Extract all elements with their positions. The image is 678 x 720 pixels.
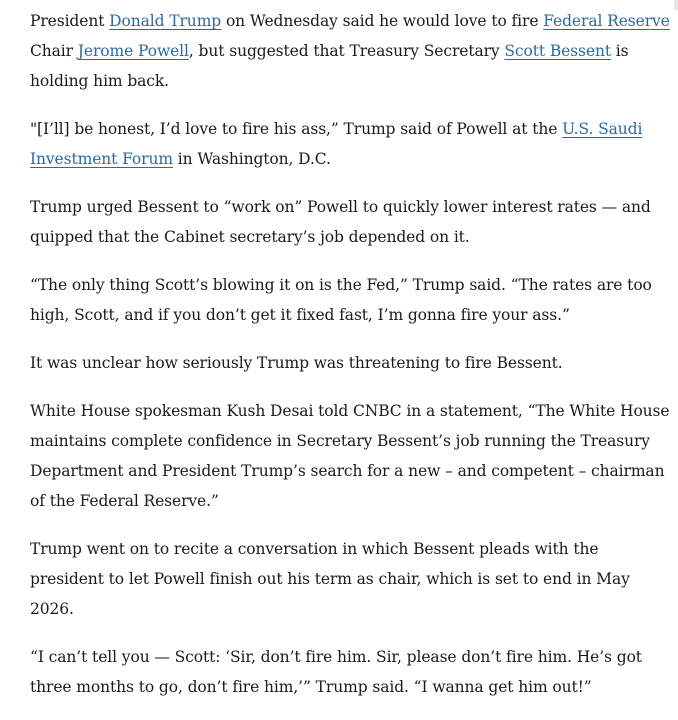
text: in Washington, D.C. [172, 150, 331, 168]
text: is holding him back. [30, 42, 629, 90]
text: President [30, 12, 110, 30]
link-federal-reserve[interactable]: Federal Reserve [543, 12, 670, 30]
link-donald-trump[interactable]: Donald Trump [109, 12, 222, 30]
paragraph-2 [30, 114, 670, 174]
paragraph-4: “The only thing Scott’s blowing it on is the Fed,” Trump said. “The rates are too high, Scott, and if you don’t get it fixed fast, I’m gonna fire your ass.” [30, 276, 652, 324]
text: "[I’ll] be honest, I’d love to fire his ass,” Trump said of Powell at the [30, 120, 563, 138]
paragraph-8: “I can’t tell you — Scott: ‘Sir, don’t fire him. Sir, please don’t fire him. He’s got three months to go, don’t fire him,’” Trump said. “I wanna get him out!” [30, 648, 642, 696]
paragraph-1 [30, 6, 670, 96]
link-jerome-powell[interactable]: Jerome Powell [77, 42, 189, 60]
link-scott-bessent[interactable]: Scott Bessent [504, 42, 611, 60]
text: , but suggested that Treasury Secretary [188, 42, 505, 60]
article-body [30, 6, 670, 720]
text: on Wednesday said he would love to fire [221, 12, 544, 30]
text: Chair [30, 42, 78, 60]
scrollbar-edge [674, 0, 678, 10]
paragraph-3: Trump urged Bessent to “work on” Powell to quickly lower interest rates — and quipped that the Cabinet secretary’s job depended on it. [30, 198, 651, 246]
paragraph-5: It was unclear how seriously Trump was threatening to fire Bessent. [30, 354, 563, 372]
paragraph-6: White House spokesman Kush Desai told CNBC in a statement, “The White House maintains complete confidence in Secretary Bessent’s job running the Treasury Department and President Trump’s search for a new – and competent – chairman of the Federal Reserve.” [30, 402, 670, 510]
link-us-saudi-investment-forum[interactable]: U.S. Saudi Investment Forum [30, 120, 643, 168]
paragraph-7: Trump went on to recite a conversation in which Bessent pleads with the president to let Powell finish out his term as chair, which is set to end in May 2026. [30, 540, 630, 618]
